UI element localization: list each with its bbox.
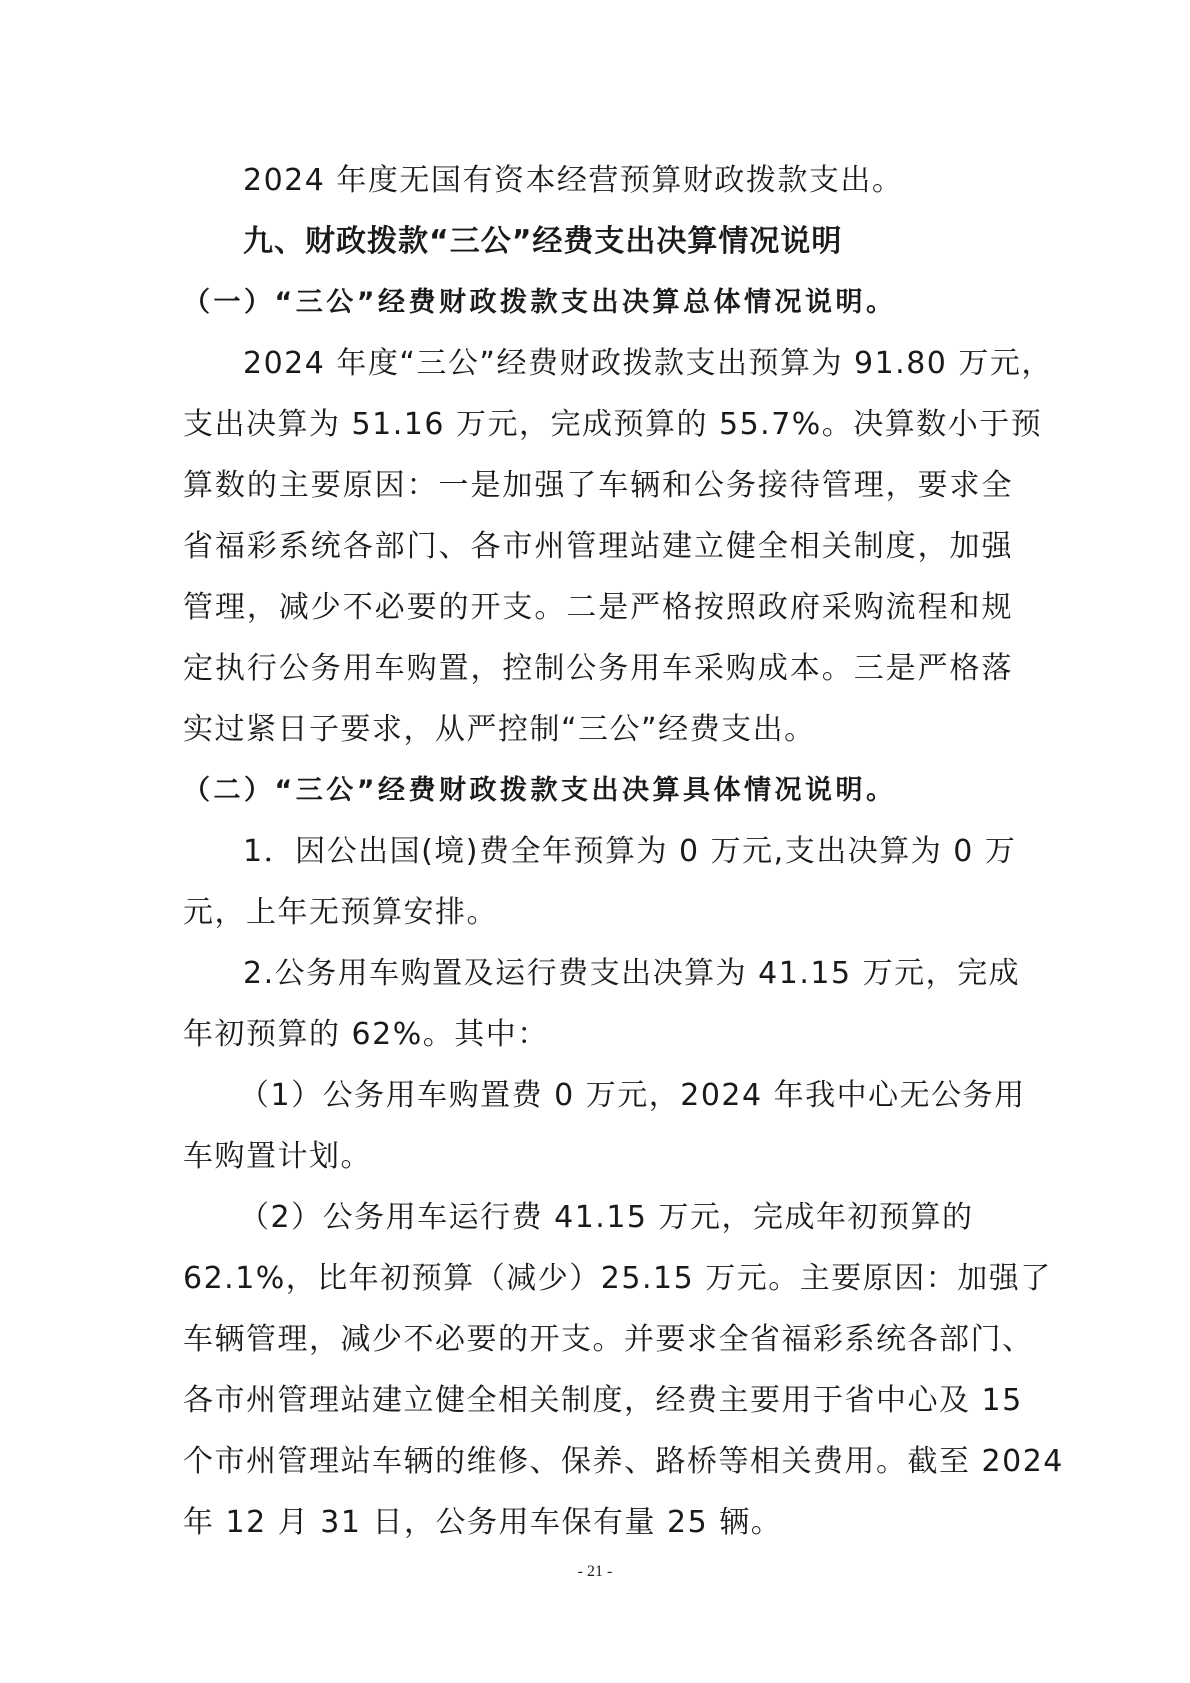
paragraph-line: 实过紧日子要求，从严控制“三公”经费支出。 xyxy=(183,712,816,747)
subsection-heading: （二）“三公”经费财政拨款支出决算具体情况说明。 xyxy=(183,775,897,806)
paragraph-line: 1．因公出国(境)费全年预算为 0 万元,支出决算为 0 万 xyxy=(243,834,1017,869)
paragraph-line: 年 12 月 31 日，公务用车保有量 25 辆。 xyxy=(183,1505,783,1540)
paragraph-line: 62.1%，比年初预算（减少）25.15 万元。主要原因：加强了 xyxy=(183,1261,1052,1296)
paragraph-line: 2024 年度“三公”经费财政拨款支出预算为 91.80 万元， xyxy=(243,346,1053,381)
paragraph-line: 支出决算为 51.16 万元，完成预算的 55.7%。决算数小于预 xyxy=(183,407,1043,442)
section-heading: 九、财政拨款“三公”经费支出决算情况说明 xyxy=(243,224,843,259)
paragraph-line: 车辆管理，减少不必要的开支。并要求全省福彩系统各部门、 xyxy=(183,1322,1034,1357)
paragraph-line: 各市州管理站建立健全相关制度，经费主要用于省中心及 15 xyxy=(183,1383,1023,1418)
paragraph-line: （1）公务用车购置费 0 万元，2024 年我中心无公务用 xyxy=(239,1078,1026,1113)
page-number: - 21 - xyxy=(577,1563,613,1580)
paragraph-line: （2）公务用车运行费 41.15 万元，完成年初预算的 xyxy=(239,1200,974,1235)
paragraph-line: 2.公务用车购置及运行费支出决算为 41.15 万元，完成 xyxy=(243,956,1021,991)
paragraph-line: 算数的主要原因：一是加强了车辆和公务接待管理，要求全 xyxy=(183,468,1013,503)
paragraph-line: 元，上年无预算安排。 xyxy=(183,895,498,930)
paragraph-line: 2024 年度无国有资本经营预算财政拨款支出。 xyxy=(243,163,904,198)
document-body xyxy=(183,150,1064,1553)
paragraph-line: 省福彩系统各部门、各市州管理站建立健全相关制度，加强 xyxy=(183,529,1013,564)
paragraph-line: 个市州管理站车辆的维修、保养、路桥等相关费用。截至 2024 xyxy=(183,1444,1064,1479)
paragraph-line: 年初预算的 62%。其中： xyxy=(183,1017,549,1052)
paragraph-line: 管理，减少不必要的开支。二是严格按照政府采购流程和规 xyxy=(183,590,1013,625)
paragraph-line: 车购置计划。 xyxy=(183,1139,372,1174)
subsection-heading: （一）“三公”经费财政拨款支出决算总体情况说明。 xyxy=(183,287,897,318)
paragraph-line: 定执行公务用车购置，控制公务用车采购成本。三是严格落 xyxy=(183,651,1013,686)
